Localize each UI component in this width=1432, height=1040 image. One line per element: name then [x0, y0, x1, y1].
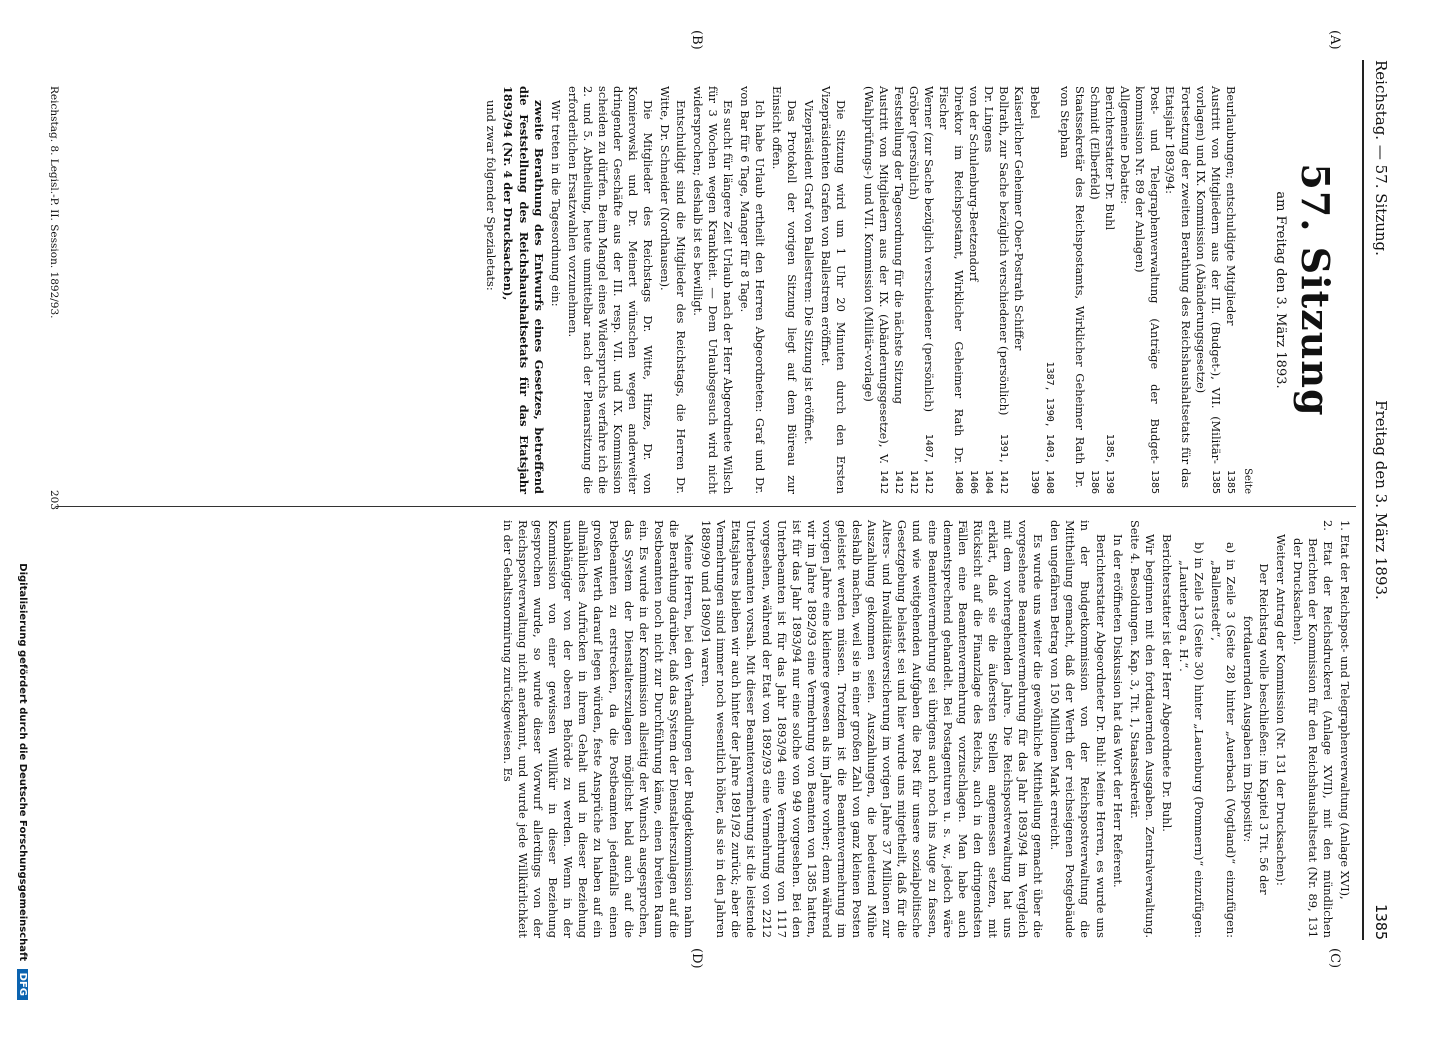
toc-entry-page: 1385 — [1209, 469, 1221, 494]
toc-entry-text — [1042, 86, 1057, 356]
etat-list-text: Etat der Reichsdruckerei (Anlage XVII), mit den mündlichen Berichten der Kommission für den Reichshaushaltsetat (Nr. 89, 131 der Drucksachen). — [1290, 538, 1335, 938]
body-paragraph: In der eröffneten Diskussion hat das Wort der Herr Referent. — [1110, 534, 1125, 888]
etat-list-item — [1290, 520, 1335, 938]
toc-entry — [891, 86, 906, 494]
toc-seite-label: Seite — [1241, 468, 1253, 494]
toc-entry — [1132, 86, 1162, 494]
antrag-intro: Weiterer Antrag der Kommission (Nr. 131 der Drucksachen): — [1273, 534, 1288, 886]
toc-entry-text: Feststellung der Tagesordnung für die nächste Sitzung — [891, 86, 906, 405]
table-of-contents — [860, 86, 1237, 494]
body-paragraph: Meine Herren, bei den Verhandlungen der Budgetkommission nahm die Berathung darüber, daß das System der Dienstalterszulagen auf die Postbeamten noch nicht zur Durchführung käme, einen breiten Raum ein. Es wurde in der Kommission allseitig der Wunsch ausgesprochen, das System der Dienstalterszulagen möglichst bald auch auf die Postbeamten zu erstrecken, da die Postbeamten jedenfalls einen großen Werth darauf legen würden, feste Ansprüche zu haben auf ein allmähliches Aufrücken in ihrem Gehalt und in dieser Beziehung unabhängiger von der oberen Behörde zu werden. Wenn in der Kommission von einer gewissen Willkür in dieser Beziehung gesprochen wurde, so wurde dieser Vorwurf allerdings von der Reichspostverwaltung nicht anerkannt, und wurde jede Willkürlichkeit in der Gehaltsnormirung zurückgewiesen. Es — [500, 520, 697, 938]
toc-entry-page: 1385, 1398 — [1104, 433, 1116, 494]
etat-list-item — [1337, 520, 1352, 938]
toc-entry-page: 1390 — [1028, 469, 1040, 494]
toc-entry — [1102, 86, 1117, 494]
body-paragraph: Die Mitglieder des Reichstags Dr. Witte, Hinze, Dr. von Komierowski und Dr. Meinert wünschen wegen anderweiter dringender Geschäfte aus der III. resp. VII. und IX. Kommission scheiden zu dürfen. Beim Mangel eines Widerspruchs verfahre ich die 2. und 5. Abtheilung, heute unmittelbar nach der Plenarsitzung die erforderlichen Ersatzwahlen vorzunehmen. — [565, 86, 656, 494]
toc-entry-text: Allgemeine Debatte: — [1118, 86, 1133, 205]
toc-entry — [860, 86, 890, 494]
toc-entry-page: 1391, 1412 — [998, 433, 1010, 494]
toc-entry-text: Berichterstatter Dr. Buhl — [1103, 86, 1118, 231]
header-left: Reichstag. — 57. Sitzung. — [1372, 60, 1390, 256]
body-paragraph: Das Protokoll der vorigen Sitzung liegt auf dem Büreau zur Einsicht offen. — [770, 86, 800, 494]
antrag-item-letter: b) — [1192, 542, 1207, 554]
body-paragraph: und zwar folgender Spezialetats: — [484, 100, 499, 291]
toc-entry-page: 1387, 1390, 1403, 1408 — [1043, 361, 1055, 494]
footer-citation: Reichstag. 8. Legisl.-P. II. Session. 1892/93. — [48, 86, 60, 319]
toc-entry-page: 1408 — [953, 469, 965, 494]
body-paragraph: Ich habe Urlaub ertheilt den Herren Abgeordneten: Graf und Dr. von Bar für 6 Tage, Manger für 8 Tage. — [737, 86, 767, 494]
toc-entry-text: Dr. Lingens — [982, 86, 997, 153]
body-paragraph: Die Sitzung wird um 1 Uhr 20 Minuten durch den Ersten Vizepräsidenten Grafen von Ballestrem eröffnet. — [819, 86, 849, 494]
margin-mark-b: (B) — [689, 30, 704, 50]
body-paragraph: zweite Berathung des Entwurfs eines Gesetzes, betreffend die Feststellung des Reichshaushaltsetats für das Etatsjahr 1893/94 (Nr. 4 der Drucksachen), — [501, 86, 546, 494]
body-paragraph: Es wurde uns weiter die gewöhnliche Mittheilung gemacht über die vorgesehene Beamtenvermehrung für das Jahr 1893/94 im Vergleich mit dem vorhergehenden Jahre. Die Reichspostverwaltung hat uns erklärt, daß sie die äußersten Stellen angemessen setzen, mit Rücksicht auf die Finanzlage des Reichs, auch in den dringendsten Fällen eine Beamtenvermehrung vorzuschlagen. Man habe auch dementsprechend gehandelt. Bei Postagenturen u. s. w., jedoch wäre eine Beamtenvermehrung sei übrigens auch noch ins Auge zu fassen, und wie weitgehenden Aufgaben die Post für unsere sozialpolitische Gesetzgebung belastet sei und hier wurde uns mitgetheilt, daß für die Alters- und Invaliditätsversicherung im vorigen Jahre 37 Millionen zur Auszahlung gekommen seien. Auszahlungen, die bedeutend Mühe deshalb machen, weil sie in einer großen Zahl von ganz kleinen Posten geleistet werden müssen. Trotzdem ist die Beamtenvermehrung im vorigen Jahre eine kleinere gewesen als im Jahre vorher; denn während wir im Jahre 1892/93 eine Vermehrung von Beamten von 1385 hatten, ist für das Jahr 1893/94 nur eine solche von 949 vorgesehen. Bei den Unterbeamten ist für das Jahr 1893/94 eine Vermehrung von 1117 vorgesehen, während der Etat von 1892/93 eine Vermehrung von 2212 Unterbeamten vorsah. Mit dieser Beamtenvermehrung ist die leistende Etatsjahres bleiben wir auch hinter der Jahre 1891/92 zurück; aber die Vermehrungen sind immer noch wesentlich höher, als sie in den Jahren 1889/90 und 1890/91 waren. — [699, 520, 1046, 938]
toc-entry-text: Direktor im Reichspostamt, Wirklicher Geheimer Rath Dr. Fischer — [937, 86, 967, 464]
body-paragraph: Vizepräsident Graf von Ballestrem: Die Sitzung ist eröffnet. — [802, 100, 817, 445]
toc-entry-text: Staatssekretär des Reichspostamts, Wirklicher Geheimer Rath Dr. von Stephan — [1057, 86, 1087, 488]
toc-entry — [1057, 86, 1087, 494]
toc-entry-text: Gröber (persönlich) — [906, 86, 921, 200]
toc-entry-text: Bebel — [1027, 86, 1042, 119]
right-body — [500, 520, 1174, 938]
etat-list — [1290, 520, 1352, 938]
toc-entry — [936, 86, 966, 494]
toc-entry-text: Beurlaubungen; entschuldigte Mitglieder — [1223, 86, 1238, 326]
body-paragraph: Es sucht für längere Zeit Urlaub nach der Herr Abgeordnete Wilsch für 3 Wochen wegen Krankheit. — Dem Urlaubsgesuch wird nicht widersprochen; deshalb ist es bewilligt. — [690, 86, 735, 494]
toc-entry — [1042, 86, 1057, 494]
left-body — [483, 86, 848, 494]
toc-entry — [996, 86, 1011, 494]
body-paragraph: Wir beginnen mit den fortdauernden Ausgaben. Zentralverwaltung. Seite 4. Besoldungen. Kap. 3, Tit. 1, Staatssekretär. — [1127, 520, 1157, 938]
body-paragraph: Berichterstatter ist der Herr Abgeordnete Dr. Buhl. — [1159, 534, 1174, 832]
toc-entry-page: 1385 — [1149, 469, 1161, 494]
antrag-items — [1176, 520, 1238, 938]
antrag-item — [1208, 520, 1238, 938]
toc-entry-text: Austritt von Mitgliedern aus der III. (Budget-), VII. (Militär-vorlagen) und IX. Kommission (Abänderungsgesetze) — [1193, 86, 1223, 464]
session-date: am Freitag den 3. März 1893. — [1273, 191, 1288, 389]
antrag-item-text: in Zeile 13 (Seite 30) hinter „Lauenburg (Pommern)“ einzufügen: „Lauterberg a. H.“. — [1177, 557, 1207, 938]
running-header — [1368, 60, 1394, 940]
toc-entry-text: Schmidt (Elberfeld) — [1087, 86, 1102, 200]
etat-list-text: Etat der Reichspost- und Telegraphenverwaltung (Anlage XVI), — [1338, 534, 1352, 900]
toc-entry-page: 1412 — [877, 469, 889, 494]
dfg-credit-text: Digitalisierung gefördert durch die Deutsche Forschungsgemeinschaft — [17, 563, 28, 962]
toc-entry — [1117, 86, 1132, 494]
margin-mark-a: (A) — [1327, 30, 1342, 50]
page-number: 1385 — [1372, 903, 1390, 940]
left-column — [481, 86, 1352, 494]
toc-entry-page: 1407, 1412 — [922, 433, 934, 494]
toc-entry — [1027, 86, 1042, 494]
body-paragraph: Wir treten in die Tagesordnung ein: — [548, 100, 563, 307]
toc-entry-page: 1404 — [983, 469, 995, 494]
toc-entry-page: 1385 — [1224, 469, 1236, 494]
toc-entry — [1193, 86, 1223, 494]
header-center: Freitag den 3. März 1893. — [1372, 400, 1390, 600]
dfg-logo-badge: DFG — [17, 969, 28, 1000]
column-divider — [56, 506, 1356, 507]
toc-entry — [1223, 86, 1238, 494]
toc-entry-page: 1412 — [907, 469, 919, 494]
session-title: 57. Sitzung — [1293, 163, 1338, 417]
dfg-credit — [17, 60, 28, 1040]
etat-list-number: 2. — [1320, 520, 1335, 531]
toc-entry — [1087, 86, 1102, 494]
toc-entry-text: Post- und Telegraphenverwaltung (Anträge der Budget-kommission Nr. 89 der Anlagen) — [1133, 86, 1163, 464]
header-rule — [1362, 60, 1364, 940]
antrag-item-letter: a) — [1224, 542, 1239, 554]
toc-entry-text: Bollrath, zur Sache bezüglich verschiedener (persönlich) — [997, 86, 1012, 416]
toc-entry-text: Fortsetzung der zweiten Berathung des Reichshaushaltsetats für das Etatsjahr 1893/94: — [1163, 86, 1193, 488]
body-paragraph: Entschuldigt sind die Mitglieder des Reichstags, die Herren Dr. Witte, Dr. Schneider (Nordhausen). — [658, 86, 688, 494]
toc-entry-page: 1406 — [968, 469, 980, 494]
body-paragraph: Berichterstatter Abgeordneter Dr. Buhl: Meine Herren, es wurde uns in der Budgetkommission von der Reichspostverwaltung die Mittheilung gemacht, daß der Werth der reichseigenen Postgebäude den ungefähren Betrag von 150 Millionen Mark erreicht. — [1048, 520, 1108, 938]
etat-list-number: 1. — [1338, 520, 1352, 531]
antrag-text: Der Reichstag wolle beschließen: im Kapitel 3 Tit. 56 der fortdauernden Ausgaben im Dispositiv: — [1241, 563, 1271, 895]
toc-entry-text: von der Schulenburg-Beetzendorf — [967, 86, 982, 282]
toc-entry — [921, 86, 936, 494]
toc-entry-text: Austritt von Mitgliedern aus der IX. (Abänderungsgesetze), V. (Wahlprüfungs-) und VII. Kommission (Militär-vorlage) — [861, 86, 891, 464]
toc-entry — [966, 86, 981, 494]
antrag-item-text: in Zeile 3 (Seite 28) hinter „Auerbach (Vogtland)“ einzufügen: „Ballenstedt“, — [1209, 559, 1239, 938]
toc-entry — [1011, 86, 1026, 494]
margin-mark-c: (C) — [1327, 948, 1342, 969]
margin-mark-d: (D) — [689, 948, 704, 969]
toc-entry — [1162, 86, 1192, 494]
toc-entry-text: Kaiserlicher Geheimer Ober-Postrath Schiffer — [1012, 86, 1027, 351]
toc-entry — [906, 86, 921, 494]
signature-number: 203 — [48, 489, 60, 511]
toc-entry-text: Werner (zur Sache bezüglich verschiedener (persönlich) — [921, 86, 936, 413]
toc-entry — [981, 86, 996, 494]
toc-entry-page: 1412 — [892, 469, 904, 494]
right-column — [498, 520, 1352, 938]
antrag-item — [1176, 520, 1206, 938]
toc-entry-page: 1386 — [1088, 469, 1100, 494]
